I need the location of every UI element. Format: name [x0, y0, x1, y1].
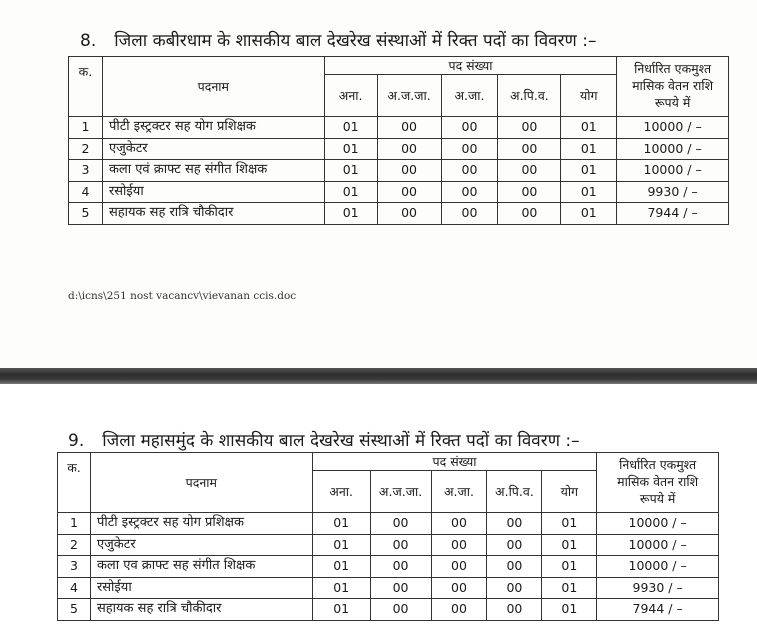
- row-aja: 00: [441, 117, 498, 139]
- section-title: जिला कबीरधाम के शासकीय बाल देखरेख संस्थाओं में रिक्त पदों का विवरण :–: [114, 31, 597, 51]
- section-heading: [68, 428, 580, 451]
- col-ajja-header: अ.ज.जा.: [377, 75, 441, 117]
- row-yog: 01: [561, 160, 617, 182]
- vacancy-table: [57, 452, 719, 621]
- row-apiv: 00: [498, 138, 561, 160]
- row-post-name: कला एवं क्राफ्ट सह संगीत शिक्षक: [102, 160, 324, 182]
- row-apiv: 00: [498, 203, 561, 225]
- row-apiv: 00: [487, 556, 542, 578]
- file-path: d:\icns\251 nost vacancv\vievanan ccis.doc: [68, 290, 297, 302]
- table-row: [58, 513, 719, 535]
- table-row: [58, 599, 719, 621]
- table-body: [58, 513, 719, 621]
- row-ana: 01: [324, 203, 377, 225]
- row-serial: 5: [58, 599, 91, 621]
- section-number: 8.: [80, 31, 97, 51]
- row-yog: 01: [542, 534, 597, 556]
- row-yog: 01: [561, 138, 617, 160]
- row-ajja: 00: [377, 117, 441, 139]
- section-heading: [80, 28, 596, 51]
- row-post-name: सहायक सह रात्रि चौकीदार: [102, 203, 324, 225]
- row-ajja: 00: [377, 181, 441, 203]
- row-post-name: कला एव क्राफ्ट सह संगीत शिक्षक: [90, 556, 312, 578]
- page-divider: [0, 368, 757, 384]
- row-post-name: एजुकेटर: [90, 534, 312, 556]
- row-ana: 01: [324, 117, 377, 139]
- row-yog: 01: [561, 203, 617, 225]
- row-ajja: 00: [377, 160, 441, 182]
- row-yog: 01: [542, 556, 597, 578]
- table-row: [58, 577, 719, 599]
- row-ajja: 00: [370, 556, 431, 578]
- row-serial: 1: [69, 117, 103, 139]
- row-aja: 00: [431, 599, 487, 621]
- row-salary: 10000 / –: [617, 160, 729, 182]
- row-serial: 3: [58, 556, 91, 578]
- col-salary-header: निर्धारित एकमुश्त मासिक वेतन राशि रूपये में: [617, 57, 729, 117]
- row-yog: 01: [542, 599, 597, 621]
- row-apiv: 00: [487, 599, 542, 621]
- table-row: [69, 160, 729, 182]
- col-count-group-header: पद संख्या: [312, 453, 597, 471]
- row-serial: 2: [69, 138, 103, 160]
- row-salary: 7944 / –: [617, 203, 729, 225]
- row-salary: 10000 / –: [597, 534, 719, 556]
- row-yog: 01: [542, 577, 597, 599]
- row-aja: 00: [441, 138, 498, 160]
- row-post-name: रसोईया: [102, 181, 324, 203]
- row-aja: 00: [431, 513, 487, 535]
- col-aja-header: अ.जा.: [431, 471, 487, 513]
- col-post-header: पदनाम: [102, 57, 324, 117]
- row-salary: 10000 / –: [597, 556, 719, 578]
- row-ana: 01: [312, 599, 370, 621]
- row-post-name: पीटी इस्ट्रक्टर सह योग प्रशिक्षक: [90, 513, 312, 535]
- row-post-name: पीटी इस्ट्रक्टर सह योग प्रशिक्षक: [102, 117, 324, 139]
- row-yog: 01: [542, 513, 597, 535]
- row-apiv: 00: [487, 534, 542, 556]
- row-yog: 01: [561, 117, 617, 139]
- table-row: [69, 138, 729, 160]
- col-ana-header: अना.: [324, 75, 377, 117]
- row-ajja: 00: [377, 138, 441, 160]
- row-serial: 3: [69, 160, 103, 182]
- row-serial: 4: [69, 181, 103, 203]
- row-salary: 10000 / –: [617, 138, 729, 160]
- row-ana: 01: [324, 138, 377, 160]
- section-title: जिला महासमुंद के शासकीय बाल देखरेख संस्थाओं में रिक्त पदों का विवरण :–: [102, 431, 580, 451]
- col-aja-header: अ.जा.: [441, 75, 498, 117]
- col-post-header: पदनाम: [90, 453, 312, 513]
- table-body: [69, 117, 729, 225]
- row-serial: 1: [58, 513, 91, 535]
- row-post-name: एजुकेटर: [102, 138, 324, 160]
- table-row: [58, 534, 719, 556]
- document-page-2: [0, 384, 757, 640]
- row-salary: 10000 / –: [597, 513, 719, 535]
- col-serial-header: क.: [58, 453, 91, 513]
- row-post-name: सहायक सह रात्रि चौकीदार: [90, 599, 312, 621]
- row-apiv: 00: [498, 160, 561, 182]
- row-apiv: 00: [498, 117, 561, 139]
- row-ajja: 00: [370, 599, 431, 621]
- section-number: 9.: [68, 431, 85, 451]
- col-ana-header: अना.: [312, 471, 370, 513]
- row-ana: 01: [312, 577, 370, 599]
- row-aja: 00: [441, 160, 498, 182]
- col-ajja-header: अ.ज.जा.: [370, 471, 431, 513]
- row-ajja: 00: [370, 534, 431, 556]
- row-serial: 5: [69, 203, 103, 225]
- col-yog-header: योग: [561, 75, 617, 117]
- row-aja: 00: [441, 181, 498, 203]
- row-aja: 00: [441, 203, 498, 225]
- row-aja: 00: [431, 577, 487, 599]
- table-row: [58, 556, 719, 578]
- row-ajja: 00: [370, 513, 431, 535]
- row-ajja: 00: [377, 203, 441, 225]
- col-serial-header: क.: [69, 57, 103, 117]
- row-yog: 01: [561, 181, 617, 203]
- table-row: [69, 181, 729, 203]
- row-ana: 01: [312, 534, 370, 556]
- table-row: [69, 203, 729, 225]
- row-aja: 00: [431, 534, 487, 556]
- row-ana: 01: [324, 181, 377, 203]
- col-salary-header: निर्धारित एकमुश्त मासिक वेतन राशि रूपये में: [597, 453, 719, 513]
- row-serial: 2: [58, 534, 91, 556]
- col-apiv-header: अ.पि.व.: [498, 75, 561, 117]
- row-apiv: 00: [498, 181, 561, 203]
- col-count-group-header: पद संख्या: [324, 57, 617, 75]
- col-yog-header: योग: [542, 471, 597, 513]
- table-row: [69, 117, 729, 139]
- row-post-name: रसोईया: [90, 577, 312, 599]
- row-apiv: 00: [487, 577, 542, 599]
- row-salary: 7944 / –: [597, 599, 719, 621]
- row-salary: 9930 / –: [597, 577, 719, 599]
- row-ana: 01: [312, 513, 370, 535]
- row-salary: 9930 / –: [617, 181, 729, 203]
- row-aja: 00: [431, 556, 487, 578]
- row-ana: 01: [324, 160, 377, 182]
- row-serial: 4: [58, 577, 91, 599]
- row-apiv: 00: [487, 513, 542, 535]
- row-salary: 10000 / –: [617, 117, 729, 139]
- vacancy-table: [68, 56, 729, 225]
- row-ajja: 00: [370, 577, 431, 599]
- col-apiv-header: अ.पि.व.: [487, 471, 542, 513]
- row-ana: 01: [312, 556, 370, 578]
